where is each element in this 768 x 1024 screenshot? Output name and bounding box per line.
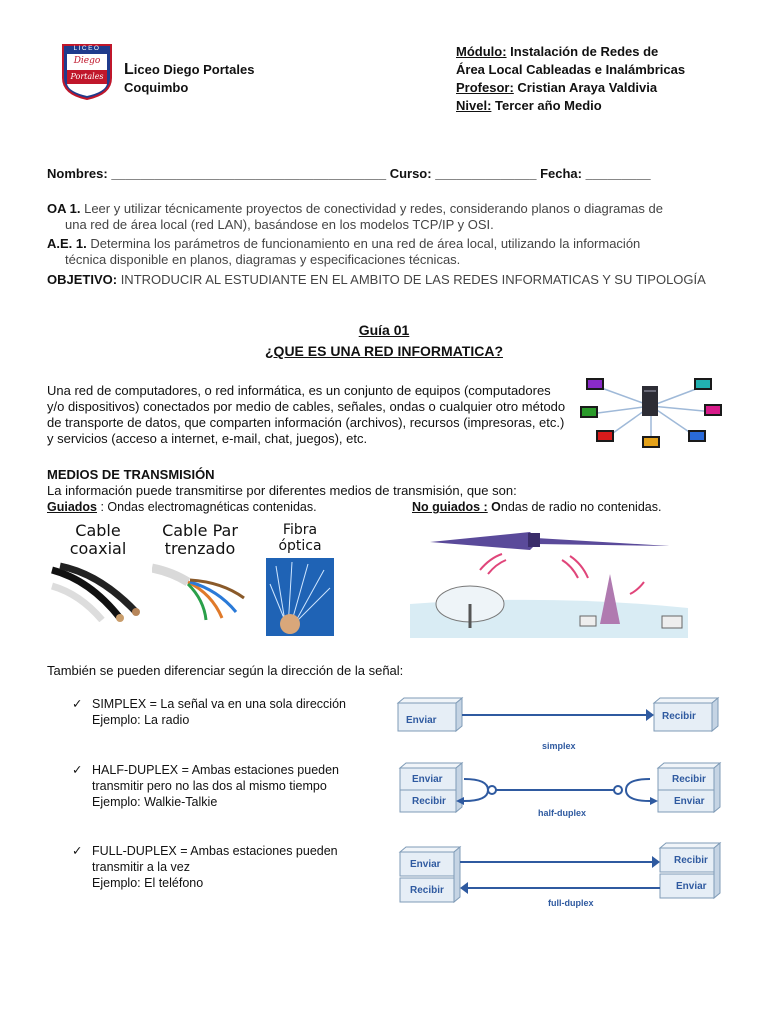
cable-coaxial-image: Cable coaxial — [50, 522, 146, 622]
half-left-receive: Recibir — [412, 796, 446, 807]
names-label: Nombres: — [47, 166, 108, 181]
full-duplex-diagram — [392, 840, 728, 912]
date-label: Fecha: — [540, 166, 582, 181]
logo-text-middle: Diego — [73, 56, 101, 66]
simplex-receive-box: Recibir — [662, 711, 696, 722]
guide-title: Guía 01 — [358, 322, 410, 338]
simplex-diagram — [392, 693, 728, 753]
names-field[interactable]: ______________________________________ — [111, 166, 387, 181]
network-illustration — [576, 376, 726, 452]
objective-main: OBJETIVO: INTRODUCIR AL ESTUDIANTE EN EL AMBITO DE LAS REDES INFORMATICAS Y SU TIPOLOGÍA — [47, 272, 706, 287]
wireless-transmission-image — [410, 524, 688, 638]
level-label: Nivel: — [456, 98, 492, 113]
full-right-send: Enviar — [676, 881, 707, 892]
teacher-label: Profesor: — [456, 80, 514, 95]
media-intro: La información puede transmitirse por diferentes medios de transmisión, que son: — [47, 483, 517, 498]
guide-subtitle: ¿QUE ES UNA RED INFORMATICA? — [265, 343, 503, 359]
half-right-receive: Recibir — [672, 774, 706, 785]
intro-paragraph: Una red de computadores, o red informática, es un conjunto de equipos (computadores y/o dispositivos) conectados por medio de cables, señales, ondas o cualquier otro método de transporte de datos, que comparten información (archivos), recursos (impresoras, etc.) y servicios (acceso a internet, e-mail, chat, juegos), etc. — [47, 383, 566, 446]
simplex-caption: simplex — [542, 741, 576, 751]
full-right-receive: Recibir — [674, 855, 708, 866]
school-initial: L — [124, 61, 134, 78]
logo-text-bottom: Portales — [70, 72, 104, 81]
guided-line: Guiados : Ondas electromagnéticas contenidas. — [47, 500, 317, 514]
student-form-line — [47, 166, 651, 182]
full-duplex-item: ✓ FULL-DUPLEX = Ambas estaciones pueden transmitir a la vez Ejemplo: El teléfono — [72, 844, 338, 890]
full-duplex-caption: full-duplex — [548, 898, 594, 908]
half-duplex-diagram — [392, 758, 728, 826]
check-icon: ✓ — [72, 697, 83, 711]
objective-oa: OA 1. Leer y utilizar técnicamente proyectos de conectividad y redes, considerando planos o diagramas de una red de área local (red LAN), basándose en los modelos TCP/IP y OSI. — [47, 201, 663, 232]
direction-intro: También se pueden diferenciar según la dirección de la señal: — [47, 663, 404, 678]
simplex-send-box: Enviar — [406, 715, 437, 726]
course-label: Curso: — [389, 166, 432, 181]
unguided-label: No guiados : — [412, 500, 488, 514]
half-right-send: Enviar — [674, 796, 705, 807]
half-duplex-item: ✓ HALF-DUPLEX = Ambas estaciones pueden transmitir pero no las dos al mismo tiempo Ejemplo: Walkie-Talkie — [72, 763, 340, 809]
unguided-line: No guiados : Ondas de radio no contenidas. — [412, 500, 662, 514]
date-field[interactable]: _________ — [585, 166, 651, 181]
cable-twisted-pair-image: Cable Par trenzado — [152, 522, 248, 622]
module-label: Módulo: — [456, 44, 507, 59]
course-field[interactable]: ______________ — [435, 166, 537, 181]
check-icon: ✓ — [72, 763, 83, 777]
guided-label: Guiados — [47, 500, 98, 514]
school-name: Liceo Diego Portales — [124, 61, 255, 78]
half-left-send: Enviar — [412, 774, 443, 785]
logo-text-top: LICEO — [73, 45, 101, 52]
school-city: Coquimbo — [124, 80, 189, 95]
module-info: Módulo: Instalación de Redes de Área Local Cableadas e Inalámbricas Profesor: Cristian Araya Valdivia Nivel: Tercer año Medio — [456, 44, 686, 113]
half-duplex-caption: half-duplex — [538, 808, 587, 818]
media-heading: MEDIOS DE TRANSMISIÓN — [47, 467, 215, 482]
full-left-send: Enviar — [410, 859, 441, 870]
objective-ae: A.E. 1. Determina los parámetros de funcionamiento en una red de área local, utilizando la información técnica disponible en planos, diagramas y especificaciones técnicas. — [47, 236, 641, 267]
check-icon: ✓ — [72, 844, 83, 858]
full-left-receive: Recibir — [410, 885, 444, 896]
optical-fiber-image: Fibra óptica — [266, 522, 334, 636]
simplex-item: ✓ SIMPLEX = La señal va en una sola dirección Ejemplo: La radio — [72, 697, 346, 727]
school-logo — [62, 44, 112, 100]
